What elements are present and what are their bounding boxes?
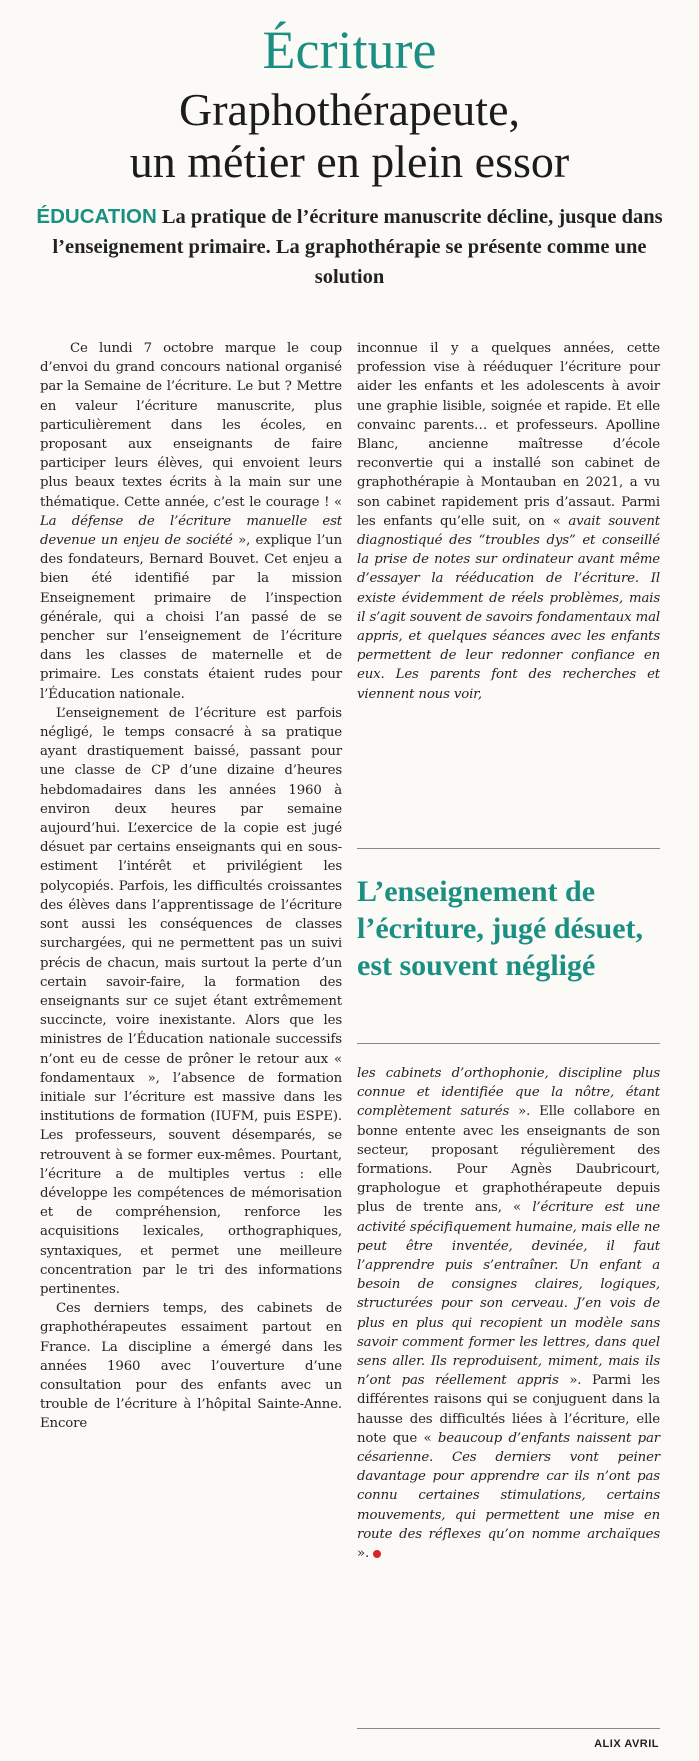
paragraph-1-end: », explique l’un des fondateurs, Bernard Bouvet. Cet enjeu a bien été identifié par la mission Enseignement primaire de l’inspection générale, qui a choisi l’an passé de se pencher sur l’enseignement de l’écriture dans les classes de maternelle et de primaire. Les constats étaient rudes pour l’Éducation nationale.	[40, 533, 342, 702]
quote-blanc-end: les cabinets d’orthophonie, discipline plus connue et identifiée que la nôtre, étant complètement saturés	[357, 1066, 660, 1120]
paragraph-3: Ces derniers temps, des cabinets de graphothérapeutes essaiment partout en France. La discipline a émergé dans les années 1960 avec l’ouverture d’une consultation pour des enfants avec un trouble de l’écriture à l’hôpital Sainte-Anne. Encore	[40, 1301, 342, 1432]
paragraph-3-cont-text: inconnue il y a quelques années, cette profession vise à rééduquer l’écriture pour aider les enfants et les adolescents à avoir une graphie lisible, soignée et rapide. Et elle convainc parents… et professeurs. Apolline Blanc, ancienne maîtresse d’école reconvertie qui a installé son cabinet de graphothérapie à Montauban en 2021, a vu son cabinet rapidement pris d’assaut. Parmi les enfants qu’elle suit, on «	[357, 341, 660, 529]
rubric-label: ÉDUCATION	[36, 205, 157, 228]
paragraph-4-mid: ». Parmi les différentes raisons qui se conjuguent dans la hausse des difficultés liées à l’écriture, elle note que «	[357, 1373, 660, 1446]
pullquote-rule-bottom	[357, 1043, 660, 1044]
section-kicker: Écriture	[262, 20, 437, 80]
quote-daubricourt: l’écriture est une activité spécifiquement humaine, mais elle ne peut être inventée, devinée, il faut l’apprendre puis s’entraîner. Un enfant a besoin de consignes claires, logiques, structurées pour son cerveau. J’en vois de plus en plus qui recopient un modèle sans savoir comment former les lettres, dans quel sens aller. Ils reproduisent, miment, mais ils n’ont pas réellement appris	[357, 1200, 661, 1389]
quote-bouvet: La défense de l’écriture manuelle est devenue un enjeu de société	[40, 513, 342, 549]
paragraph-3-continued	[357, 339, 660, 704]
column-left	[40, 339, 342, 1434]
pullquote-rule-top	[357, 848, 660, 849]
paragraph-2: L’enseignement de l’écriture est parfois négligé, le temps consacré à sa pratique ayant drastiquement baissé, passant pour une classe de CP d’une dizaine d’heures hebdomadaires dans les années 1960 à environ deux heures par semaine aujourd’hui. L’exercice de la copie est jugé désuet par certains enseignants qui en sous-estiment l’intérêt et privilégient les polycopiés. Parfois, les difficultés croissantes des élèves dans l’apprentissage de l’écriture sont aussi les conséquences de classes surchargées, qui ne permettent pas un suivi précis de chacun, mais surtout la perte d’un certain savoir-faire, la formation des enseignants sur ce sujet étant extrêmement succincte, voire inexistante. Alors que les ministres de l’Éducation nationale successifs n’ont eu de cesse de prôner le retour aux « fondamentaux », l’absence de formation initiale sur l’écriture est massive dans les institutions de formation (IUFM, puis ESPE). Les professeurs, souvent désemparés, se retrouvent à se former eux-mêmes. Pourtant, l’écriture a de multiples vertus : elle développe les compétences de mémorisation et de compréhension, renforce les acquisitions lexicales, orthographiques, syntaxiques, et permet une meilleure concentration par le tri des informations pertinentes.	[40, 705, 342, 1297]
column-right-top	[357, 339, 660, 704]
pull-quote: L’enseignement de l’écriture, jugé désuet, est souvent négligé	[357, 875, 644, 982]
paragraph-1	[40, 339, 342, 704]
quote-blanc: avait souvent diagnostiqué des “troubles dys” et conseillé la prise de notes sur ordinateur avant même d’essayer la rééducation de l’écriture. Il existe évidemment de réels problèmes, mais il s’agit souvent de savoirs fondamentaux mal appris, et quelques séances avec les enfants permettent de leur redonner confiance en eux. Les parents font des recherches et viennent nous voir,	[357, 513, 661, 702]
headline-line-1: Graphothérapeute,	[178, 84, 520, 135]
paragraph-1-text: Ce lundi 7 octobre marque le coup d’envoi du grand concours national organisé par la Semaine de l’écriture. Le but ? Mettre en valeur l’écriture manuscrite, plus particulièrement dans les écoles, en proposant aux enseignants de faire participer leurs élèves, qui envoient leurs plus beaux textes écrits à la main sur une thématique. Cette année, c’est le courage ! «	[40, 341, 342, 510]
paragraph-4	[357, 1064, 660, 1563]
quote-daubricourt-2: beaucoup d’enfants naissent par césarienne. Ces derniers vont peiner davantage pour apprendre car ils n’ont pas connu certaines stimulations, certains mouvements, qui permettent une mise en route des réflexes qu’on nomme archaïques	[357, 1430, 660, 1542]
headline-line-2: un métier en plein essor	[129, 136, 570, 187]
paragraph-4-end: ».	[357, 1546, 370, 1562]
column-right-bottom	[357, 1064, 660, 1563]
end-mark-icon	[373, 1550, 381, 1558]
article-deck	[20, 202, 679, 292]
article-headline	[0, 84, 699, 188]
paragraph-4-text: ». Elle collabore en bonne entente avec les enseignants de son secteur, proposant régulièrement des formations. Pour Agnès Daubricourt, graphologue et graphothérapeute depuis plus de trente ans, «	[357, 1104, 661, 1216]
deck-text: La pratique de l’écriture manuscrite décline, jusque dans l’enseignement primaire. La graphothérapie se présente comme une solution	[52, 206, 663, 288]
byline-rule	[357, 1728, 660, 1729]
byline: ALIX AVRIL	[594, 1738, 659, 1750]
